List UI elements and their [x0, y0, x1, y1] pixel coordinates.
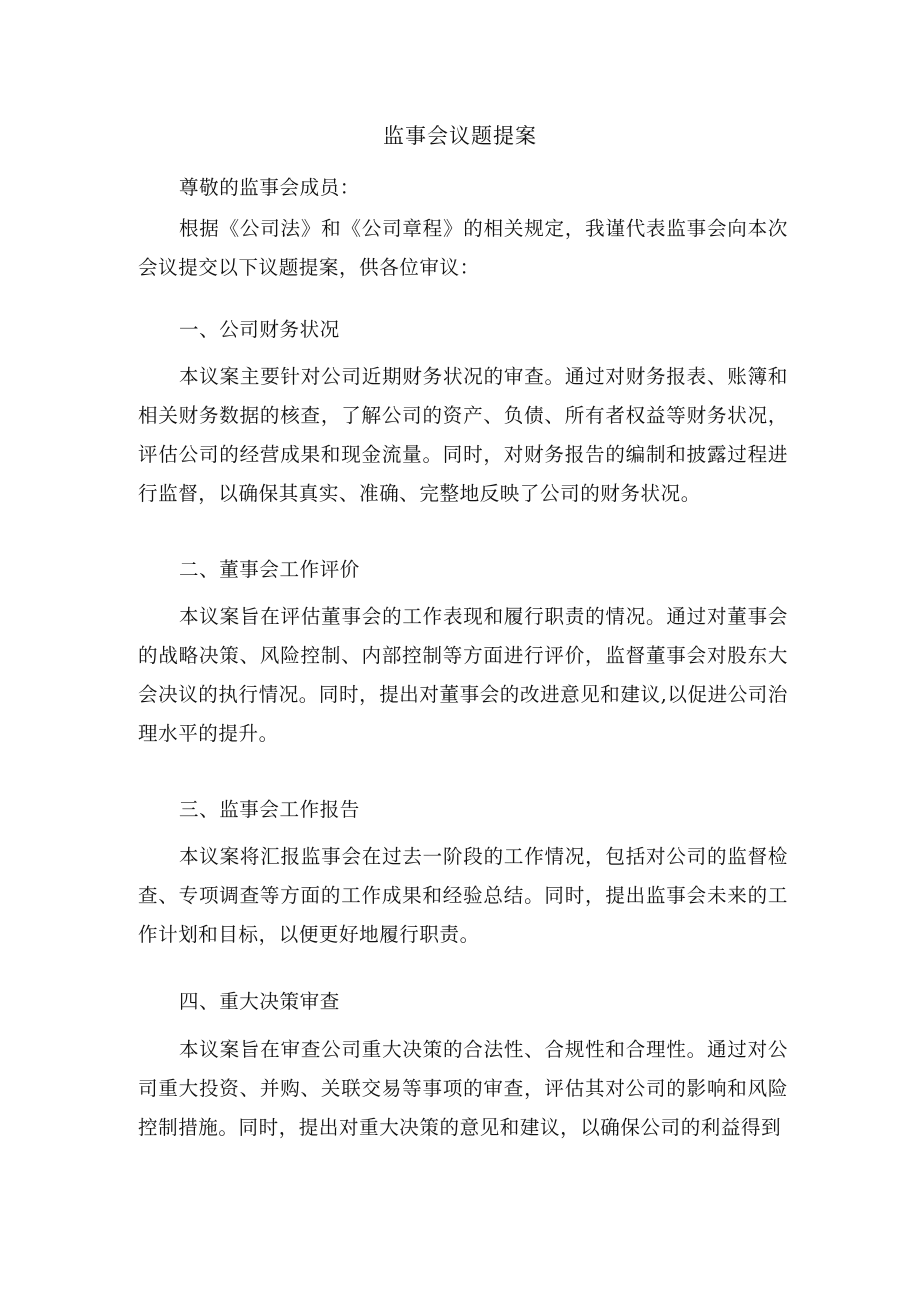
salutation: 尊敬的监事会成员： [179, 176, 360, 199]
section-body-board-evaluation: 本议案旨在评估董事会的工作表现和履行职责的情况。通过对董事会的战略决策、风险控制、内部控制等方面进行评价，监督董事会对股东大会决议的执行情况。同时，提出对董事会的改进意见和建议,以促进公司治理水平的提升。 [138, 605, 788, 745]
section-body-supervisory-report: 本议案将汇报监事会在过去一阶段的工作情况，包括对公司的监督检查、专项调查等方面的工作成果和经验总结。同时，提出监事会未来的工作计划和目标，以便更好地履行职责。 [138, 845, 788, 946]
section-heading-board-evaluation: 二、董事会工作评价 [179, 558, 360, 581]
section-body-major-decisions: 本议案旨在审查公司重大决策的合法性、合规性和合理性。通过对公司重大投资、并购、关联交易等事项的审查，评估其对公司的影响和风险控制措施。同时，提出对重大决策的意见和建议，以确保公司的利益得到 [138, 1038, 788, 1139]
intro-paragraph: 根据《公司法》和《公司章程》的相关规定，我谨代表监事会向本次会议提交以下议题提案，供各位审议： [138, 217, 788, 279]
section-heading-finance: 一、公司财务状况 [179, 318, 340, 341]
section-body-finance: 本议案主要针对公司近期财务状况的审查。通过对财务报表、账簿和相关财务数据的核查，了解公司的资产、负债、所有者权益等财务状况，评估公司的经营成果和现金流量。同时，对财务报告的编制和披露过程进行监督，以确保其真实、准确、完整地反映了公司的财务状况。 [138, 365, 788, 505]
section-heading-major-decisions: 四、重大决策审查 [179, 990, 340, 1013]
document-title: 监事会议题提案 [383, 124, 537, 148]
section-heading-supervisory-report: 三、监事会工作报告 [179, 798, 360, 821]
